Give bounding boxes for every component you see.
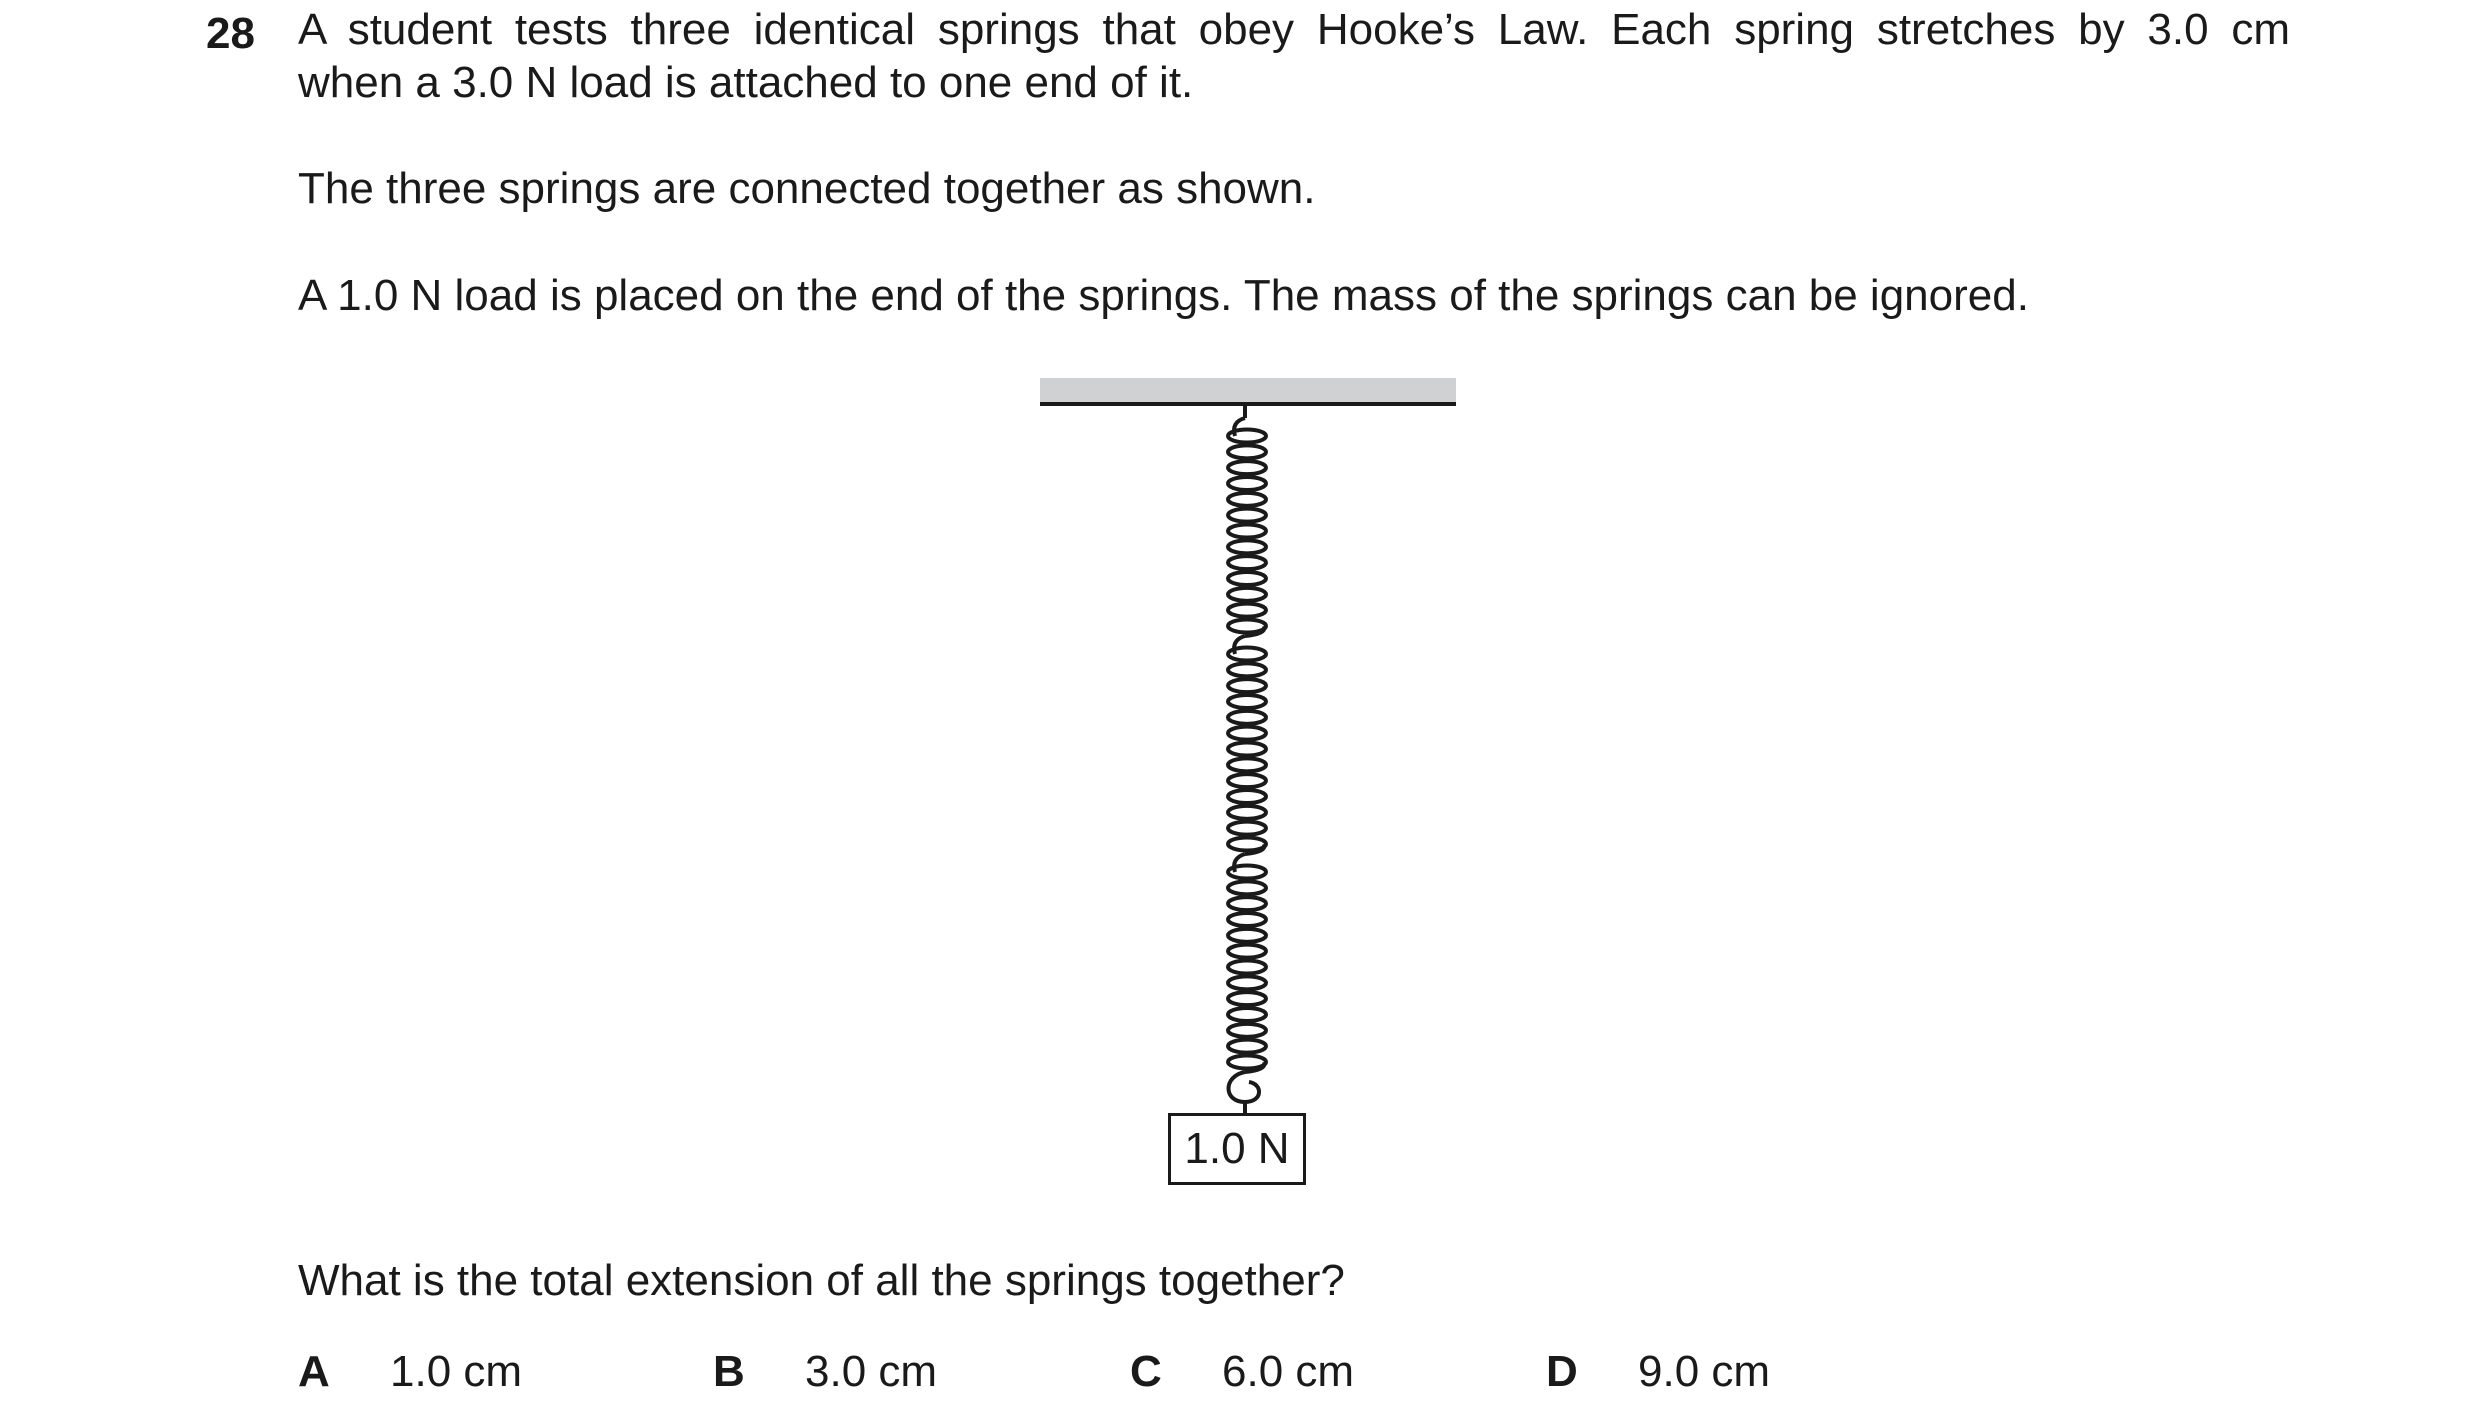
spring-coil — [1228, 961, 1266, 974]
option-b-text: 3.0 cm — [805, 1347, 938, 1396]
spring-coil — [1228, 1008, 1266, 1021]
option-d-letter: D — [1546, 1347, 1578, 1396]
spring-coil — [1228, 945, 1266, 958]
load-label: 1.0 N — [1184, 1124, 1290, 1173]
spring-coil — [1228, 992, 1266, 1005]
spring-hook-top — [1234, 636, 1245, 654]
option-c-letter: C — [1130, 1347, 1162, 1396]
spring-coil — [1228, 556, 1266, 569]
spring-coil — [1228, 1040, 1266, 1053]
spring-coil — [1228, 477, 1266, 490]
spring-coil — [1228, 663, 1266, 676]
question-text-para-3: A 1.0 N load is placed on the end of the springs. The mass of the springs can be ignored. — [298, 271, 2029, 320]
spring-coil — [1228, 461, 1266, 474]
question-text-para-2: The three springs are connected together as shown. — [298, 164, 1316, 213]
option-c[interactable] — [1130, 1346, 1355, 1398]
spring-coil — [1228, 913, 1266, 926]
spring-coil — [1228, 897, 1266, 910]
spring-coil — [1228, 509, 1266, 522]
spring-hook-top — [1234, 418, 1245, 436]
option-a-letter: A — [298, 1347, 330, 1396]
question-text-line-1: A student tests three identical springs that obey Hooke’s Law. Each spring stretches by 3.0 cm — [298, 5, 2290, 54]
spring-bottom-hook — [1229, 1072, 1260, 1102]
spring-coil — [1228, 727, 1266, 740]
spring-coil — [1228, 758, 1266, 771]
spring-coil — [1228, 525, 1266, 538]
spring-coil — [1228, 881, 1266, 894]
question-prompt: What is the total extension of all the springs together? — [298, 1256, 1345, 1305]
option-a-text: 1.0 cm — [390, 1347, 523, 1396]
spring-coil — [1228, 679, 1266, 692]
option-b[interactable] — [713, 1346, 938, 1398]
option-b-letter: B — [713, 1347, 745, 1396]
ceiling-support — [1040, 378, 1456, 404]
spring-coil — [1228, 540, 1266, 553]
spring-coil — [1228, 822, 1266, 835]
spring-coil — [1228, 493, 1266, 506]
spring-coil — [1228, 806, 1266, 819]
spring-coil — [1228, 976, 1266, 989]
question-text-line-2: when a 3.0 N load is attached to one end of it. — [298, 58, 1194, 107]
spring-coil — [1228, 604, 1266, 617]
option-d-text: 9.0 cm — [1638, 1347, 1771, 1396]
springs-group — [1228, 404, 1266, 1113]
spring-hook-top — [1234, 854, 1245, 872]
spring-coil — [1228, 929, 1266, 942]
spring-coil — [1228, 445, 1266, 458]
option-a[interactable] — [298, 1346, 523, 1398]
question-number: 28 — [206, 9, 255, 58]
spring-coil — [1228, 695, 1266, 708]
spring-coil — [1228, 1024, 1266, 1037]
load-box — [1168, 1113, 1306, 1185]
spring-coil — [1228, 572, 1266, 585]
spring-coil — [1228, 790, 1266, 803]
option-c-text: 6.0 cm — [1222, 1347, 1355, 1396]
spring-diagram — [1030, 370, 1470, 1210]
spring-coil — [1228, 743, 1266, 756]
spring-coil — [1228, 588, 1266, 601]
spring-coil — [1228, 774, 1266, 787]
spring-coil — [1228, 711, 1266, 724]
option-d[interactable] — [1546, 1346, 1771, 1398]
